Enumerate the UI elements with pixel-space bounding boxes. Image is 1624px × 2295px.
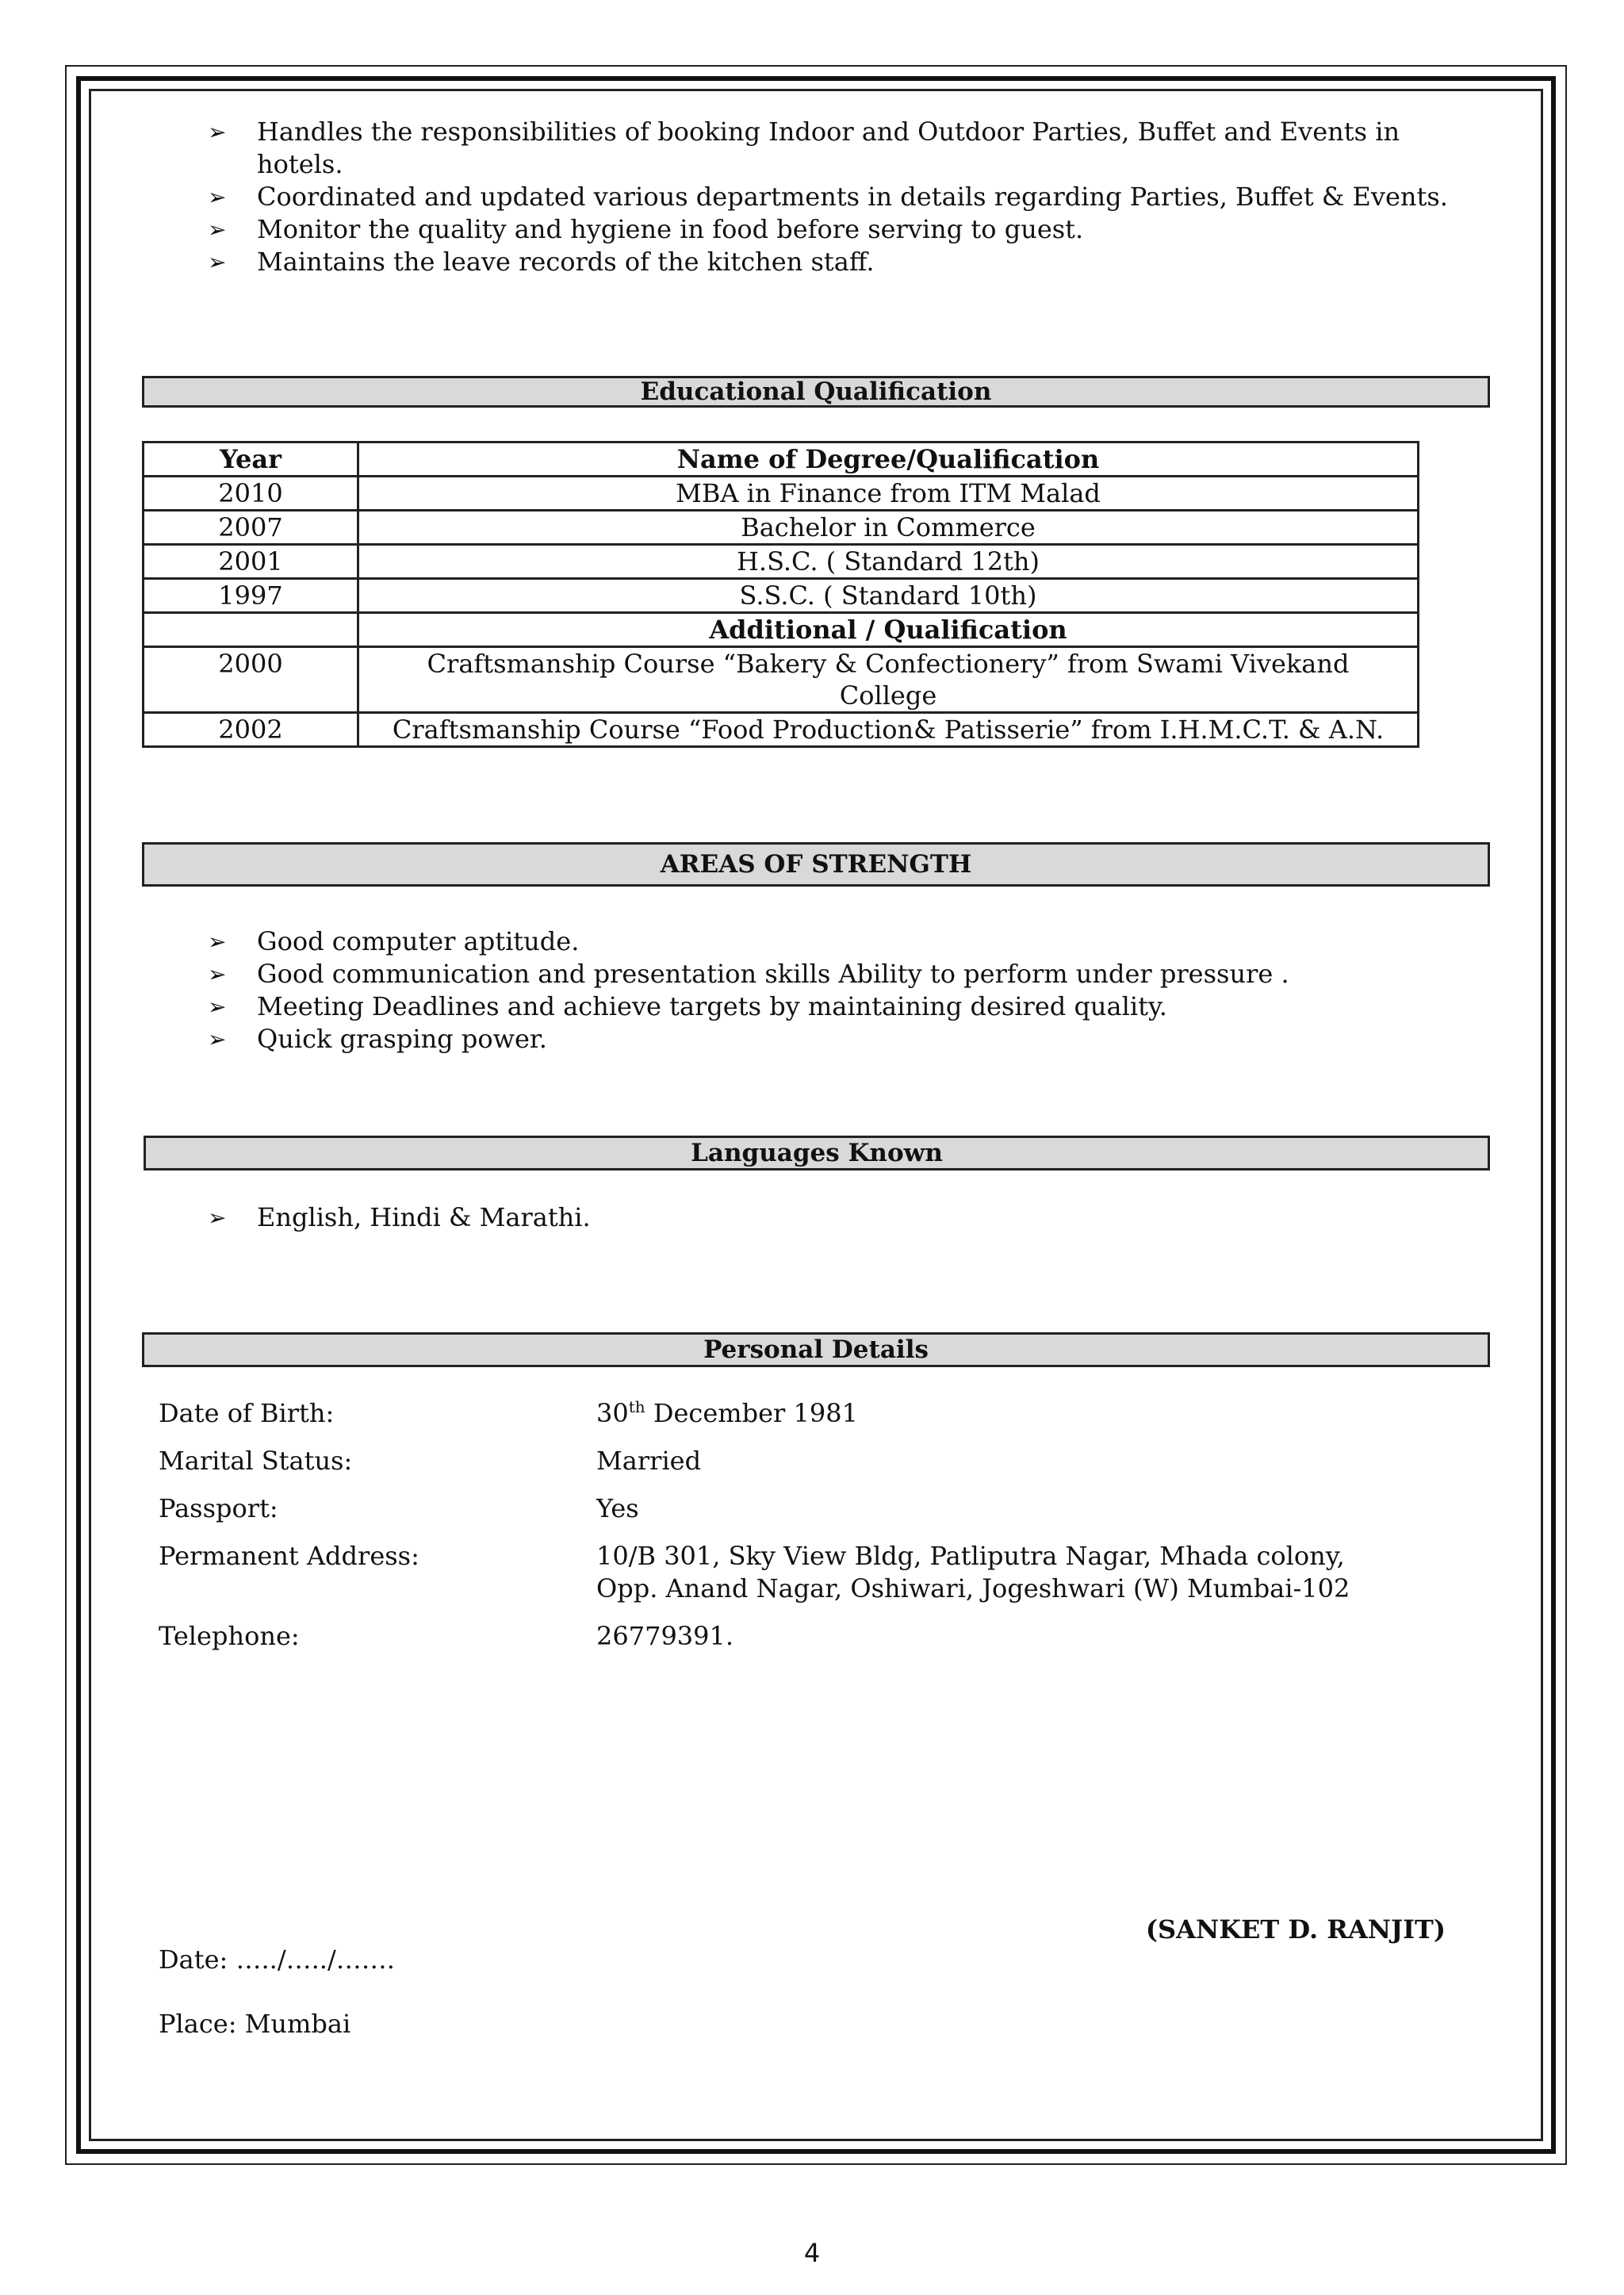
degree-cell: Craftsmanship Course “Food Production& Patisserie” from I.H.M.C.T. & A.N. — [358, 713, 1419, 747]
year-cell: 2001 — [144, 545, 358, 579]
arrow-bullet-icon: ➢ — [208, 216, 227, 243]
table-row — [144, 477, 1419, 511]
arrow-bullet-icon: ➢ — [208, 1205, 227, 1231]
arrow-bullet-icon: ➢ — [208, 249, 227, 275]
telephone-label: Telephone: — [159, 1621, 300, 1651]
marital-status-value: Married — [596, 1446, 702, 1476]
date-line: Date: …../…../……. — [159, 1944, 395, 1975]
degree-column-header: Name of Degree/Qualification — [358, 443, 1419, 477]
list-item: ➢ Quick grasping power. — [208, 1024, 547, 1054]
signature-name: (SANKET D. RANJIT) — [1145, 1914, 1446, 1944]
arrow-bullet-icon: ➢ — [208, 184, 227, 210]
dob-label: Date of Birth: — [159, 1398, 335, 1428]
year-column-header: Year — [144, 443, 358, 477]
year-cell: 1997 — [144, 579, 358, 613]
table-row — [144, 647, 1419, 713]
year-cell: 2000 — [144, 647, 358, 713]
arrow-bullet-icon: ➢ — [208, 1026, 227, 1052]
arrow-bullet-icon: ➢ — [208, 929, 227, 955]
passport-label: Passport: — [159, 1493, 278, 1523]
telephone-value: 26779391. — [596, 1621, 734, 1651]
education-heading: Educational Qualification — [142, 376, 1490, 408]
table-row — [144, 511, 1419, 545]
languages-heading: Languages Known — [144, 1136, 1490, 1170]
arrow-bullet-icon: ➢ — [208, 994, 227, 1020]
page-number: 4 — [803, 2238, 821, 2268]
degree-cell: S.S.C. ( Standard 10th) — [358, 579, 1419, 613]
year-cell: 2002 — [144, 713, 358, 747]
additional-qualification-heading: Additional / Qualification — [358, 613, 1419, 647]
list-item: ➢ Monitor the quality and hygiene in food before serving to guest. — [208, 214, 1084, 244]
passport-value: Yes — [596, 1493, 639, 1523]
arrow-bullet-icon: ➢ — [208, 961, 227, 987]
year-cell-empty — [144, 613, 358, 647]
table-header-row — [144, 443, 1419, 477]
address-value — [596, 1540, 1508, 1605]
arrow-bullet-icon: ➢ — [208, 119, 227, 145]
degree-cell: MBA in Finance from ITM Malad — [358, 477, 1419, 511]
dob-value: 30th December 1981 — [596, 1397, 858, 1428]
list-item: ➢ English, Hindi & Marathi. — [208, 1202, 591, 1232]
list-item: ➢ Good communication and presentation skills Ability to perform under pressure . — [208, 959, 1289, 989]
languages-bullet-list — [208, 1201, 1477, 1234]
list-item: ➢ Handles the responsibilities of booking Indoor and Outdoor Parties, Buffet and Events in hotels. — [208, 117, 1400, 179]
strengths-heading: AREAS OF STRENGTH — [142, 842, 1490, 887]
education-table — [142, 441, 1419, 748]
degree-cell: Craftsmanship Course “Bakery & Confectionery” from Swami Vivekand College — [358, 647, 1419, 713]
list-item: ➢ Coordinated and updated various departments in details regarding Parties, Buffet & Events. — [208, 182, 1448, 212]
list-item: ➢ Meeting Deadlines and achieve targets by maintaining desired quality. — [208, 991, 1167, 1021]
strengths-bullet-list — [208, 925, 1477, 1056]
table-row — [144, 579, 1419, 613]
year-cell: 2010 — [144, 477, 358, 511]
table-row — [144, 713, 1419, 747]
list-item: ➢ Maintains the leave records of the kitchen staff. — [208, 247, 875, 277]
address-label: Permanent Address: — [159, 1541, 419, 1571]
table-row — [144, 613, 1419, 647]
personal-details-heading: Personal Details — [142, 1332, 1490, 1367]
experience-bullet-list — [208, 116, 1477, 278]
list-item: ➢ Good computer aptitude. — [208, 926, 580, 956]
degree-cell: H.S.C. ( Standard 12th) — [358, 545, 1419, 579]
table-row — [144, 545, 1419, 579]
year-cell: 2007 — [144, 511, 358, 545]
address-line-2: Opp. Anand Nagar, Oshiwari, Jogeshwari (W) Mumbai-102 — [596, 1573, 1350, 1603]
marital-status-label: Marital Status: — [159, 1446, 353, 1476]
address-line-1: 10/B 301, Sky View Bldg, Patliputra Nagar, Mhada colony, — [596, 1541, 1345, 1571]
degree-cell: Bachelor in Commerce — [358, 511, 1419, 545]
place-line: Place: Mumbai — [159, 2009, 351, 2039]
